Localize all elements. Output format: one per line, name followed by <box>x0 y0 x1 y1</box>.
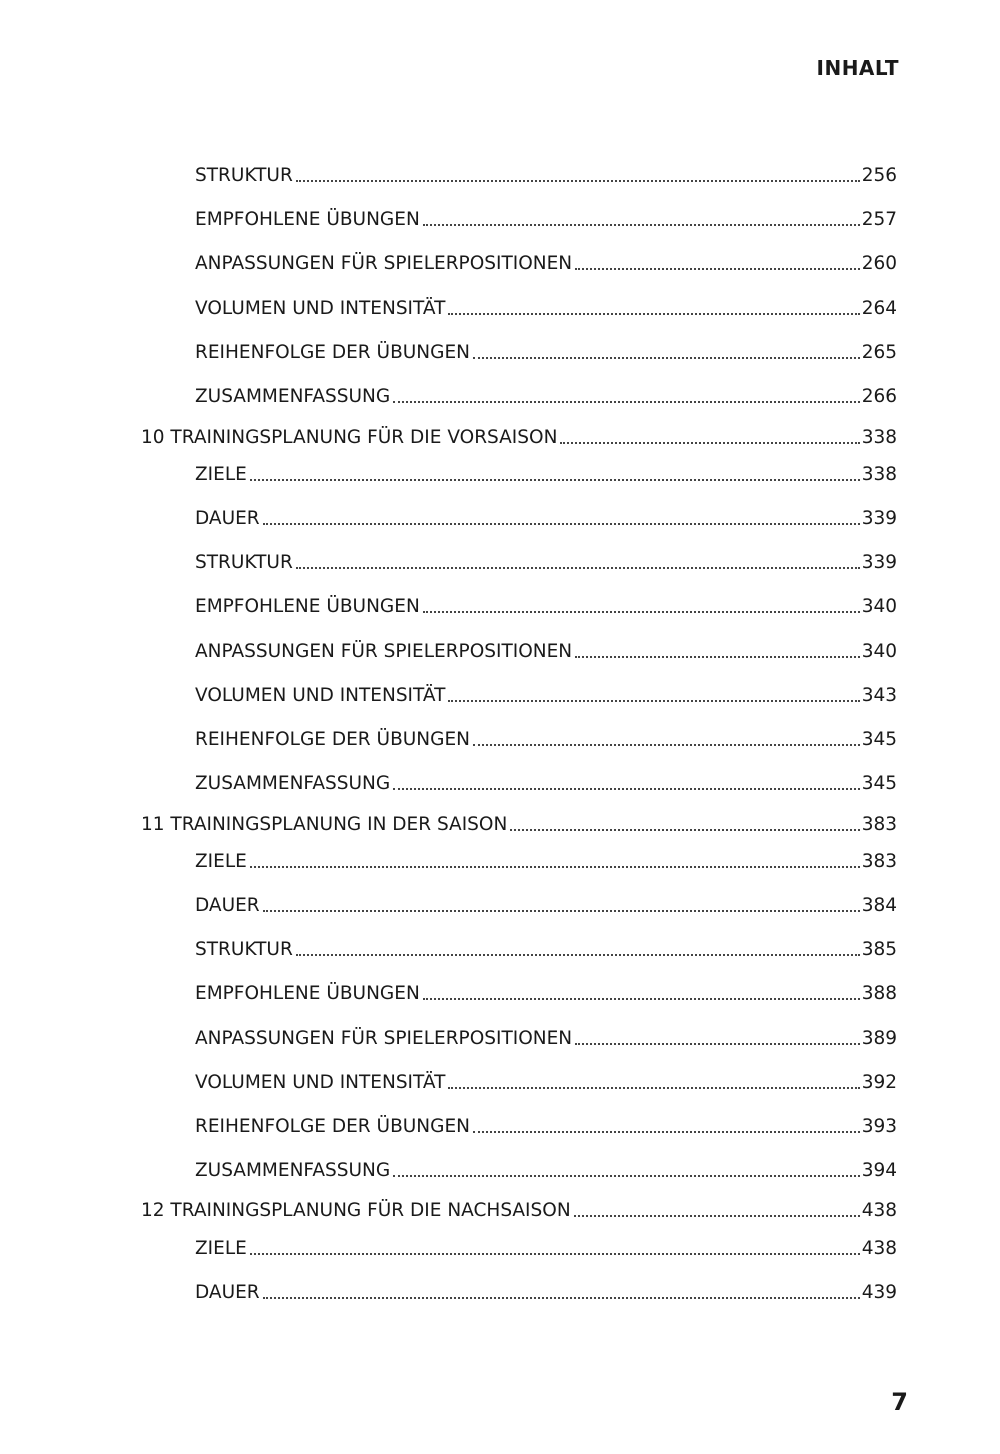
dot-leader <box>448 1087 859 1089</box>
toc-section-entry <box>195 640 897 664</box>
toc-entry-title: DAUER <box>195 508 260 529</box>
toc-section-entry <box>195 551 897 575</box>
dot-leader <box>448 700 859 702</box>
dot-leader <box>510 829 859 831</box>
toc-entry-page: 338 <box>861 427 897 448</box>
toc-entry-title: STRUKTUR <box>195 552 293 573</box>
toc-entry-page: 384 <box>861 895 897 916</box>
toc-entry-page: 438 <box>861 1238 897 1259</box>
toc-section-entry <box>195 1281 897 1305</box>
toc-entry-page: 264 <box>861 298 897 319</box>
dot-leader <box>473 1131 860 1133</box>
dot-leader <box>296 180 860 182</box>
toc-entry-page: 340 <box>861 641 897 662</box>
toc-entry-page: 438 <box>861 1200 897 1221</box>
toc-entry-page: 266 <box>861 386 897 407</box>
toc-chapter-entry <box>141 813 897 837</box>
toc-section-entry <box>195 1027 897 1051</box>
toc-entry-page: 338 <box>861 464 897 485</box>
dot-leader <box>263 523 860 525</box>
dot-leader <box>393 401 859 403</box>
toc-section-entry <box>195 1159 897 1183</box>
dot-leader <box>423 998 860 1000</box>
toc-entry-title: 10 TRAININGSPLANUNG FÜR DIE VORSAISON <box>141 427 558 448</box>
toc-entry-page: 393 <box>861 1116 897 1137</box>
toc-entry-page: 394 <box>861 1160 897 1181</box>
toc-section-entry <box>195 463 897 487</box>
toc-section-entry <box>195 341 897 365</box>
toc-section-entry <box>195 894 897 918</box>
toc-entry-title: 12 TRAININGSPLANUNG FÜR DIE NACHSAISON <box>141 1200 571 1221</box>
dot-leader <box>296 954 860 956</box>
toc-entry-title: ZUSAMMENFASSUNG <box>195 773 391 794</box>
toc-section-entry <box>195 252 897 276</box>
toc-entry-title: DAUER <box>195 1282 260 1303</box>
toc-entry-title: ZUSAMMENFASSUNG <box>195 1160 391 1181</box>
toc-entry-title: ANPASSUNGEN FÜR SPIELERPOSITIONEN <box>195 253 573 274</box>
dot-leader <box>448 313 859 315</box>
toc-section-entry <box>195 507 897 531</box>
toc-entry-page: 340 <box>861 596 897 617</box>
toc-entry-page: 392 <box>861 1072 897 1093</box>
toc-entry-page: 389 <box>861 1028 897 1049</box>
toc-entry-page: 439 <box>861 1282 897 1303</box>
dot-leader <box>393 788 859 790</box>
dot-leader <box>423 611 860 613</box>
toc-entry-page: 260 <box>861 253 897 274</box>
dot-leader <box>574 1215 860 1217</box>
toc-entry-page: 385 <box>861 939 897 960</box>
toc-entry-page: 265 <box>861 342 897 363</box>
toc-entry-title: VOLUMEN UND INTENSITÄT <box>195 685 446 706</box>
dot-leader <box>263 1297 860 1299</box>
toc-entry-page: 383 <box>861 851 897 872</box>
toc-section-entry <box>195 164 897 188</box>
toc-section-entry <box>195 595 897 619</box>
toc-entry-title: EMPFOHLENE ÜBUNGEN <box>195 209 420 230</box>
toc-section-entry <box>195 982 897 1006</box>
dot-leader <box>250 479 860 481</box>
toc-entry-title: REIHENFOLGE DER ÜBUNGEN <box>195 1116 470 1137</box>
toc-section-entry <box>195 728 897 752</box>
toc-entry-page: 345 <box>861 773 897 794</box>
toc-entry-title: ANPASSUNGEN FÜR SPIELERPOSITIONEN <box>195 1028 573 1049</box>
dot-leader <box>575 1043 860 1045</box>
toc-entry-title: ZIELE <box>195 851 247 872</box>
toc-entry-title: REIHENFOLGE DER ÜBUNGEN <box>195 342 470 363</box>
toc-section-entry <box>195 772 897 796</box>
toc-section-entry <box>195 208 897 232</box>
dot-leader <box>473 744 860 746</box>
toc-section-entry <box>195 385 897 409</box>
toc-entry-title: STRUKTUR <box>195 165 293 186</box>
toc-entry-page: 388 <box>861 983 897 1004</box>
toc-entry-page: 256 <box>861 165 897 186</box>
toc-chapter-entry <box>141 426 897 450</box>
toc-section-entry <box>195 1071 897 1095</box>
dot-leader <box>263 910 860 912</box>
toc-entry-title: REIHENFOLGE DER ÜBUNGEN <box>195 729 470 750</box>
toc-entry-page: 383 <box>861 814 897 835</box>
running-head: INHALT <box>816 56 899 80</box>
toc-entry-title: VOLUMEN UND INTENSITÄT <box>195 298 446 319</box>
toc-entry-title: EMPFOHLENE ÜBUNGEN <box>195 983 420 1004</box>
toc-section-entry <box>195 938 897 962</box>
toc-section-entry <box>195 1237 897 1261</box>
toc-section-entry <box>195 1115 897 1139</box>
dot-leader <box>560 442 859 444</box>
page-number: 7 <box>891 1388 908 1416</box>
toc-entry-page: 343 <box>861 685 897 706</box>
toc-entry-page: 339 <box>861 552 897 573</box>
toc-entry-page: 257 <box>861 209 897 230</box>
toc-section-entry <box>195 297 897 321</box>
toc-entry-title: ZIELE <box>195 1238 247 1259</box>
dot-leader <box>296 567 860 569</box>
toc-entry-page: 345 <box>861 729 897 750</box>
dot-leader <box>423 224 860 226</box>
toc-entry-title: EMPFOHLENE ÜBUNGEN <box>195 596 420 617</box>
toc-chapter-entry <box>141 1199 897 1223</box>
dot-leader <box>250 1253 860 1255</box>
toc-entry-page: 339 <box>861 508 897 529</box>
toc-entry-title: ANPASSUNGEN FÜR SPIELERPOSITIONEN <box>195 641 573 662</box>
toc-entry-title: ZUSAMMENFASSUNG <box>195 386 391 407</box>
dot-leader <box>575 268 860 270</box>
toc-entry-title: 11 TRAININGSPLANUNG IN DER SAISON <box>141 814 508 835</box>
dot-leader <box>575 656 860 658</box>
toc-entry-title: DAUER <box>195 895 260 916</box>
toc-section-entry <box>195 850 897 874</box>
dot-leader <box>250 866 860 868</box>
toc-entry-title: STRUKTUR <box>195 939 293 960</box>
toc-entry-title: ZIELE <box>195 464 247 485</box>
dot-leader <box>393 1175 859 1177</box>
toc-entry-title: VOLUMEN UND INTENSITÄT <box>195 1072 446 1093</box>
toc-section-entry <box>195 684 897 708</box>
dot-leader <box>473 357 860 359</box>
